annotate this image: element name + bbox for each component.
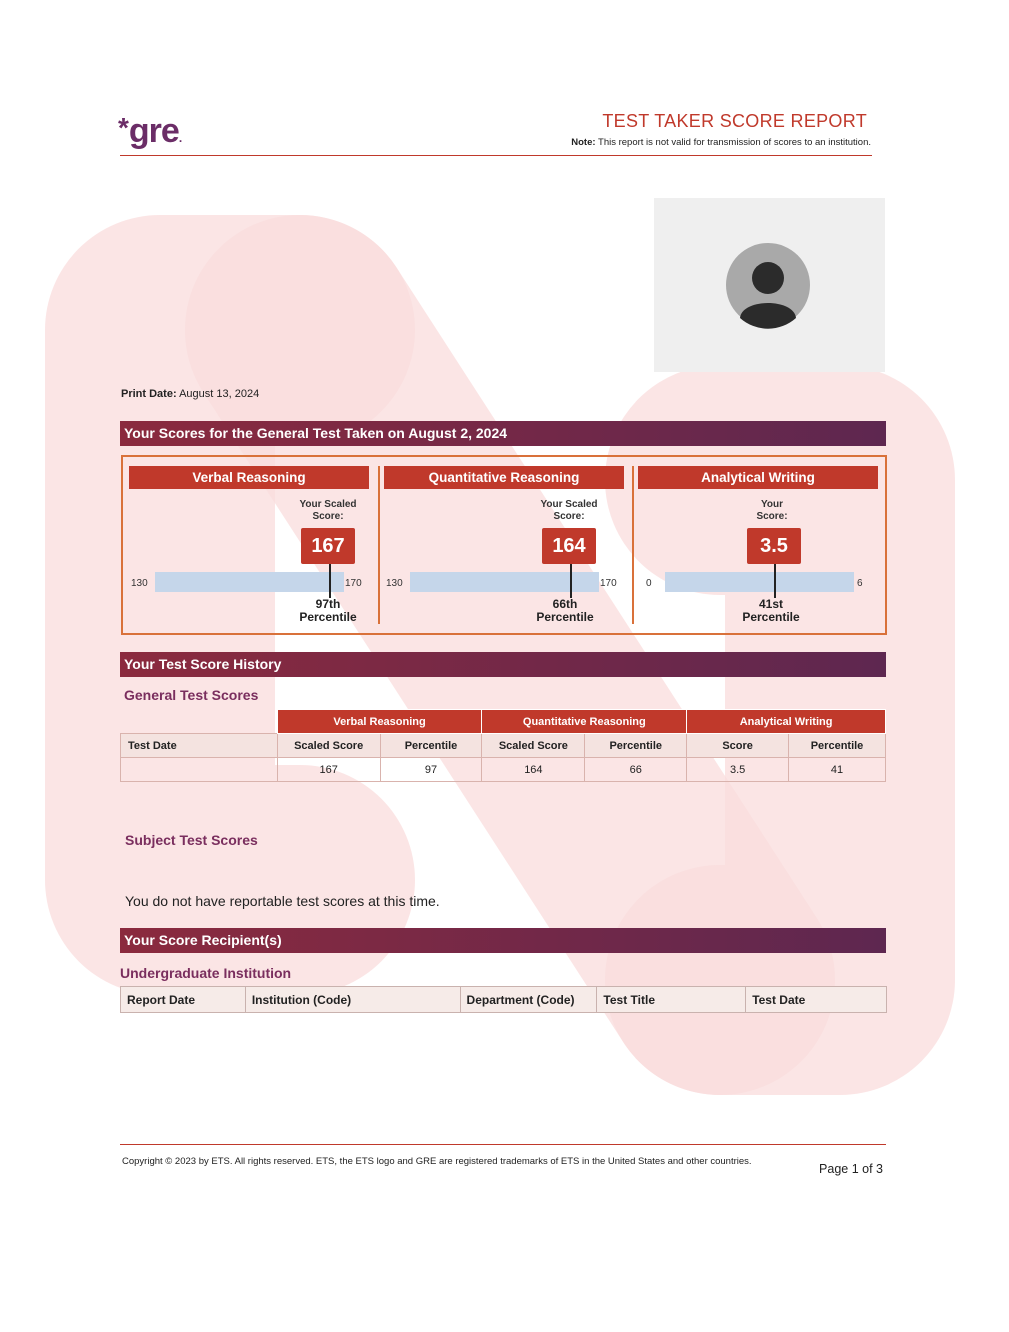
quant-panel	[378, 457, 630, 633]
writing-max: 6	[857, 578, 863, 589]
verbal-score-marker	[329, 564, 331, 598]
recipients-table	[120, 986, 887, 1013]
table-cell: 66	[585, 758, 687, 782]
no-scores-message: You do not have reportable test scores at this time.	[125, 893, 440, 909]
column-header: Percentile	[789, 734, 886, 758]
test-taker-photo	[654, 198, 885, 372]
quant-percentile: 66th Percentile	[536, 597, 594, 624]
table-header-row	[121, 987, 887, 1013]
writing-score-marker	[774, 564, 776, 598]
print-date: Print Date: August 13, 2024	[121, 388, 260, 400]
general-test-heading: General Test Scores	[124, 687, 259, 703]
verbal-percentile: 97th Percentile	[299, 597, 357, 624]
verbal-score-badge: 167	[301, 528, 355, 564]
verbal-range-bar	[155, 572, 344, 592]
quant-score-marker	[570, 564, 572, 598]
scores-box	[121, 455, 887, 635]
report-note: Note: This report is not valid for transmission of scores to an institution.	[571, 137, 871, 148]
page-number: Page 1 of 3	[819, 1162, 883, 1176]
table-row	[121, 758, 886, 782]
column-header: Percentile	[585, 734, 687, 758]
column-header: Department (Code)	[460, 987, 597, 1013]
history-section-title: Your Test Score History	[120, 652, 886, 677]
writing-min: 0	[646, 578, 652, 589]
group-writing: Analytical Writing	[687, 710, 886, 734]
header-divider	[120, 155, 872, 156]
column-header: Institution (Code)	[245, 987, 460, 1013]
user-avatar-icon	[654, 198, 885, 372]
table-cell: 167	[277, 758, 380, 782]
score-history-table	[120, 709, 886, 782]
quant-score-badge: 164	[542, 528, 596, 564]
quant-score-caption: Your Scaled Score:	[540, 499, 598, 522]
recipients-section-title: Your Score Recipient(s)	[120, 928, 886, 953]
writing-score-caption: Your Score:	[756, 499, 788, 522]
footer-divider	[120, 1144, 886, 1145]
column-header: Percentile	[380, 734, 482, 758]
quant-heading: Quantitative Reasoning	[384, 466, 624, 489]
table-header-row	[121, 734, 886, 758]
verbal-score-caption: Your Scaled Score:	[299, 499, 357, 522]
quant-max: 170	[600, 578, 617, 589]
table-cell: 164	[482, 758, 585, 782]
column-header: Report Date	[121, 987, 246, 1013]
column-header: Score	[687, 734, 789, 758]
verbal-panel	[123, 457, 375, 633]
writing-percentile: 41st Percentile	[742, 597, 800, 624]
table-cell: 97	[380, 758, 482, 782]
quant-min: 130	[386, 578, 403, 589]
writing-range-bar	[665, 572, 854, 592]
table-group-row	[121, 710, 886, 734]
table-cell: 3.5	[687, 758, 789, 782]
verbal-max: 170	[345, 578, 362, 589]
table-cell: 41	[789, 758, 886, 782]
group-verbal: Verbal Reasoning	[277, 710, 482, 734]
column-header: Scaled Score	[277, 734, 380, 758]
column-header: Test Title	[597, 987, 746, 1013]
verbal-heading: Verbal Reasoning	[129, 466, 369, 489]
group-quant: Quantitative Reasoning	[482, 710, 687, 734]
column-header: Scaled Score	[482, 734, 585, 758]
writing-score-badge: 3.5	[747, 528, 801, 564]
scores-section-title: Your Scores for the General Test Taken on August 2, 2024	[120, 421, 886, 446]
table-cell	[121, 758, 278, 782]
gre-logo: *gre.	[118, 112, 182, 150]
subject-test-heading: Subject Test Scores	[125, 832, 258, 848]
report-title: TEST TAKER SCORE REPORT	[602, 111, 867, 131]
verbal-min: 130	[131, 578, 148, 589]
asterisk-icon: *	[118, 112, 128, 143]
column-header: Test Date	[121, 734, 278, 758]
undergraduate-heading: Undergraduate Institution	[120, 965, 292, 981]
column-header: Test Date	[746, 987, 887, 1013]
writing-panel	[632, 457, 884, 633]
copyright-text: Copyright © 2023 by ETS. All rights reserved. ETS, the ETS logo and GRE are registered trademarks of ETS in the United States and other countries.	[122, 1156, 752, 1167]
writing-heading: Analytical Writing	[638, 466, 878, 489]
